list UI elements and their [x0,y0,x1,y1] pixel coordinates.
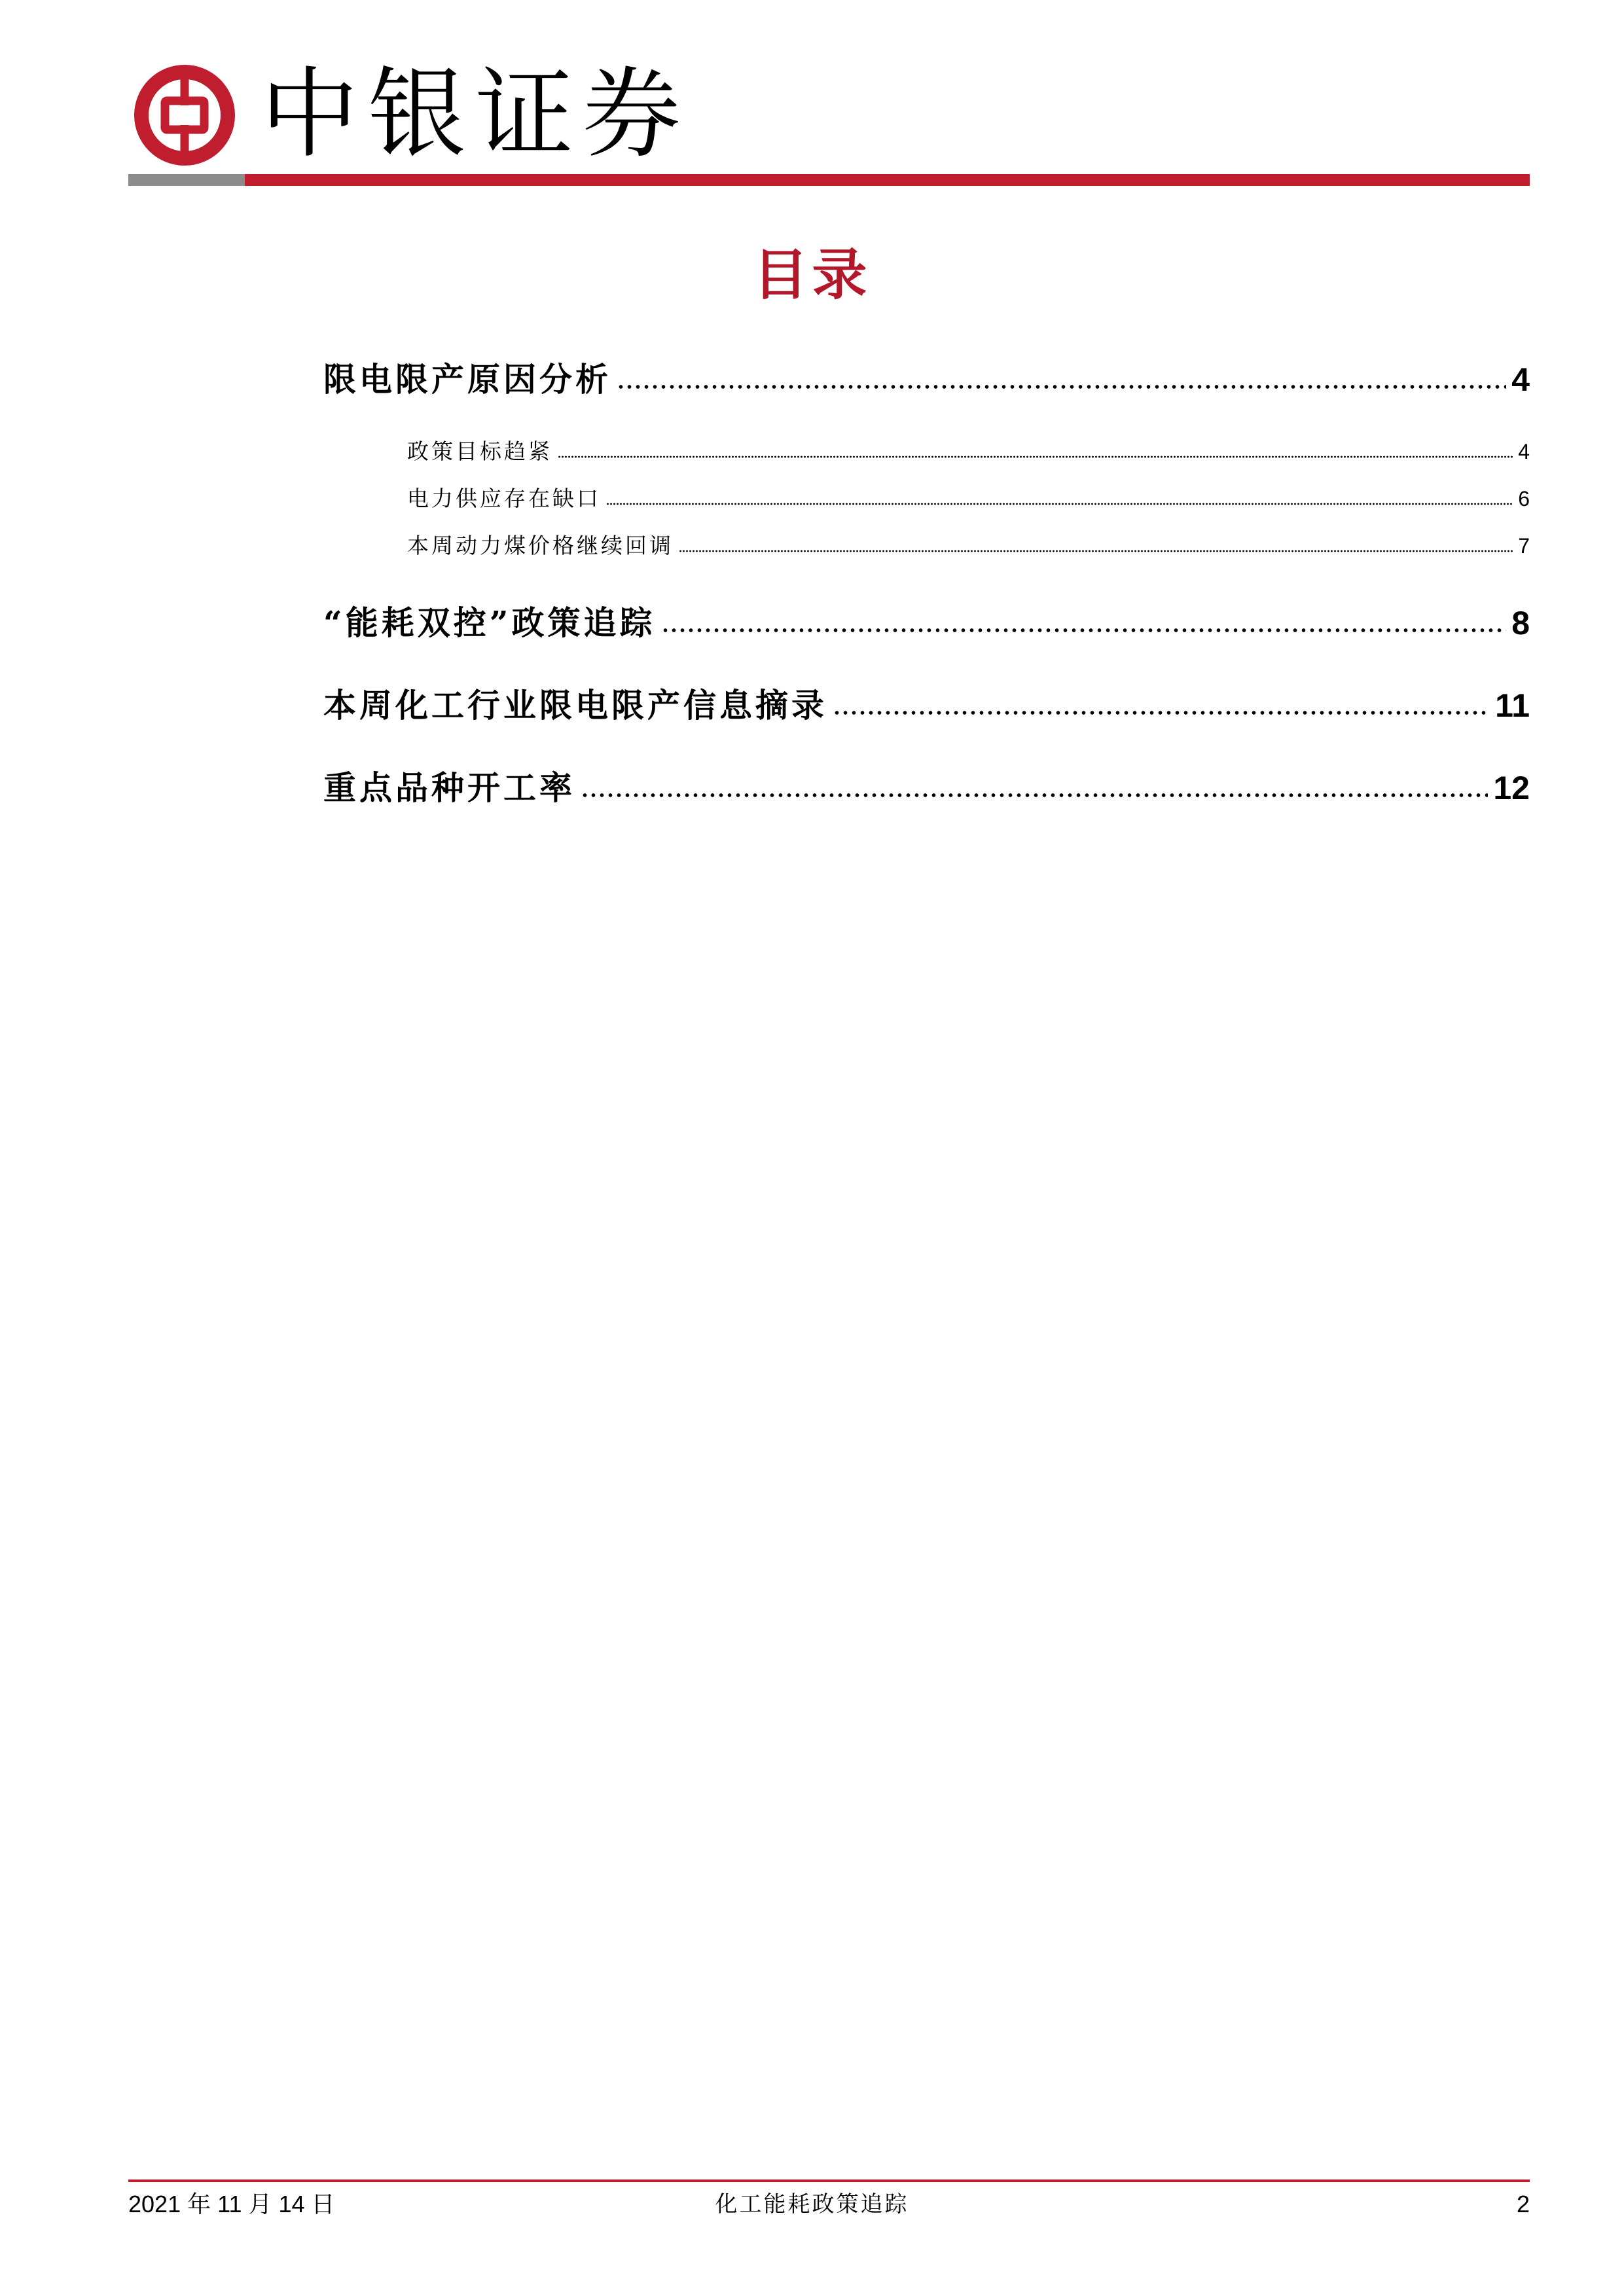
toc-subentry-page: 6 [1518,487,1530,511]
toc-leader-dots [617,384,1506,389]
toc-subentry-page: 7 [1518,534,1530,558]
toc-entry-industry-info[interactable] [323,679,1530,725]
toc-title: 目录 [753,242,871,307]
toc-subentry-power-supply-gap[interactable] [407,482,1530,511]
toc-subentry-label: 本周动力煤价格继续回调 [407,533,674,558]
toc-subentry-page: 4 [1518,440,1530,463]
brand-name: 中银证券 [261,58,691,171]
toc-leader-dots [833,710,1490,715]
toc-entry-limit-power-analysis[interactable] [323,353,1530,399]
boc-logo-icon [134,64,236,166]
toc-leader-dots [558,456,1513,458]
toc-entry-page: 12 [1493,770,1530,806]
toc-subentry-coal-price[interactable] [407,529,1530,558]
page-header [0,0,1624,190]
toc-leader-dots [661,628,1507,633]
footer-report-title: 化工能耗政策追踪 [715,2191,909,2217]
header-rule-red [245,174,1530,186]
toc-entry-dual-control-policy[interactable] [323,597,1530,642]
toc-entry-page: 11 [1495,687,1530,724]
toc-leader-dots [679,550,1513,552]
header-rule-gray [128,174,245,186]
toc-entry-label: 限电限产原因分析 [323,360,611,399]
toc-subentry-label: 政策目标趋紧 [407,439,552,464]
toc-subentry-policy-tightening[interactable] [407,435,1530,463]
toc-entry-page: 8 [1511,605,1530,641]
toc-leader-dots [581,793,1488,798]
footer-page-number: 2 [1516,2191,1530,2217]
toc-entry-label: “能耗双控”政策追踪 [323,603,656,642]
toc-entry-label: 本周化工行业限电限产信息摘录 [323,686,827,725]
toc-leader-dots [606,503,1513,505]
footer-rule [128,2179,1530,2182]
toc-entry-operating-rate[interactable] [323,762,1530,807]
toc-entry-label: 重点品种开工率 [323,768,575,807]
toc-subentry-label: 电力供应存在缺口 [407,486,601,511]
toc-entry-page: 4 [1511,361,1530,398]
footer-date: 2021 年 11 月 14 日 [128,2191,335,2217]
